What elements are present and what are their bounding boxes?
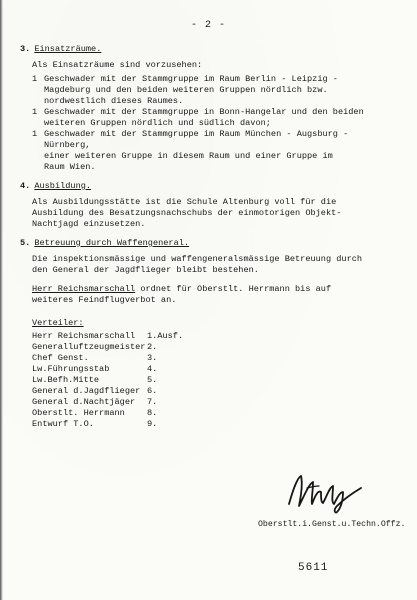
document-body xyxy=(20,44,410,430)
item-list xyxy=(20,74,410,173)
section-title: Betreuung durch Waffengeneral. xyxy=(34,238,190,248)
section-title: Einsatzräume. xyxy=(34,44,102,54)
signer-title: Oberstlt.i.Genst.u.Techn.Offz. xyxy=(258,520,406,529)
handwritten-signature xyxy=(285,470,365,515)
section-einsatzraeume xyxy=(20,44,410,173)
distribution-list xyxy=(20,318,410,430)
order-paragraph: Herr Reichsmarschall ordnet für Oberstlt. Herrmann bis auf weiteres Feindflugverbot an. xyxy=(32,284,332,305)
section-number: 5. xyxy=(20,238,31,248)
distribution-title: Verteiler: xyxy=(32,318,84,328)
distribution-row: Lw.Führungsstab 4. xyxy=(32,364,158,374)
distribution-row: Entwurf T.O. 9. xyxy=(32,419,158,429)
distribution-row: Generalluftzeugmeister 2. xyxy=(32,342,158,352)
scan-edge xyxy=(0,0,3,600)
distribution-row: Lw.Befh.Mitte 5. xyxy=(32,375,158,385)
distribution-row: Herr Reichsmarschall 1.Ausf. xyxy=(32,331,184,341)
section-number: 4. xyxy=(20,181,31,191)
order-subject: Herr Reichsmarschall xyxy=(32,284,136,294)
section-intro: Als Einsatzräume sind vorzusehen: xyxy=(32,60,203,70)
section-text: Als Ausbildungsstätte ist die Schule Altenburg voll für die Ausbildung des Besatzungsnachschubs der einmotorigen Objekt- Nachtjagd einzusetzen. xyxy=(32,197,342,229)
list-item: 1 Geschwader mit der Stammgruppe im Raum München - Augsburg - Nürnberg, einer weiteren Gruppe in diesem Raum und einer Gruppe im Raum Wien. xyxy=(32,129,349,172)
distribution-row: Oberstlt. Herrmann 8. xyxy=(32,408,158,418)
section-number: 3. xyxy=(20,44,31,54)
distribution-row: General d.Nachtjäger 7. xyxy=(32,397,158,407)
section-heading xyxy=(20,181,410,192)
document-number: 5611 xyxy=(298,562,329,574)
section-betreuung xyxy=(20,238,410,276)
distribution-row: General d.Jagdflieger 6. xyxy=(32,386,158,396)
section-text: Die inspektionsmässige und waffengeneralsmässige Betreuung durch den General der Jagdflieger bleibt bestehen. xyxy=(32,254,363,275)
list-item: 1 Geschwader mit der Stammgruppe in Bonn-Hangelar und den beiden weiteren Gruppen nördlich und südlich davon; xyxy=(32,107,364,128)
section-heading xyxy=(20,238,410,249)
list-item: 1 Geschwader mit der Stammgruppe im Raum Berlin - Leipzig - Magdeburg und den beiden weiteren Gruppen nördlich bzw. nordwestlich dieses Raumes. xyxy=(32,74,338,106)
section-title: Ausbildung. xyxy=(34,181,92,191)
page-number: - 2 - xyxy=(190,20,226,31)
section-ausbildung xyxy=(20,181,410,230)
section-heading xyxy=(20,44,410,55)
distribution-row: Chef Genst. 3. xyxy=(32,353,158,363)
